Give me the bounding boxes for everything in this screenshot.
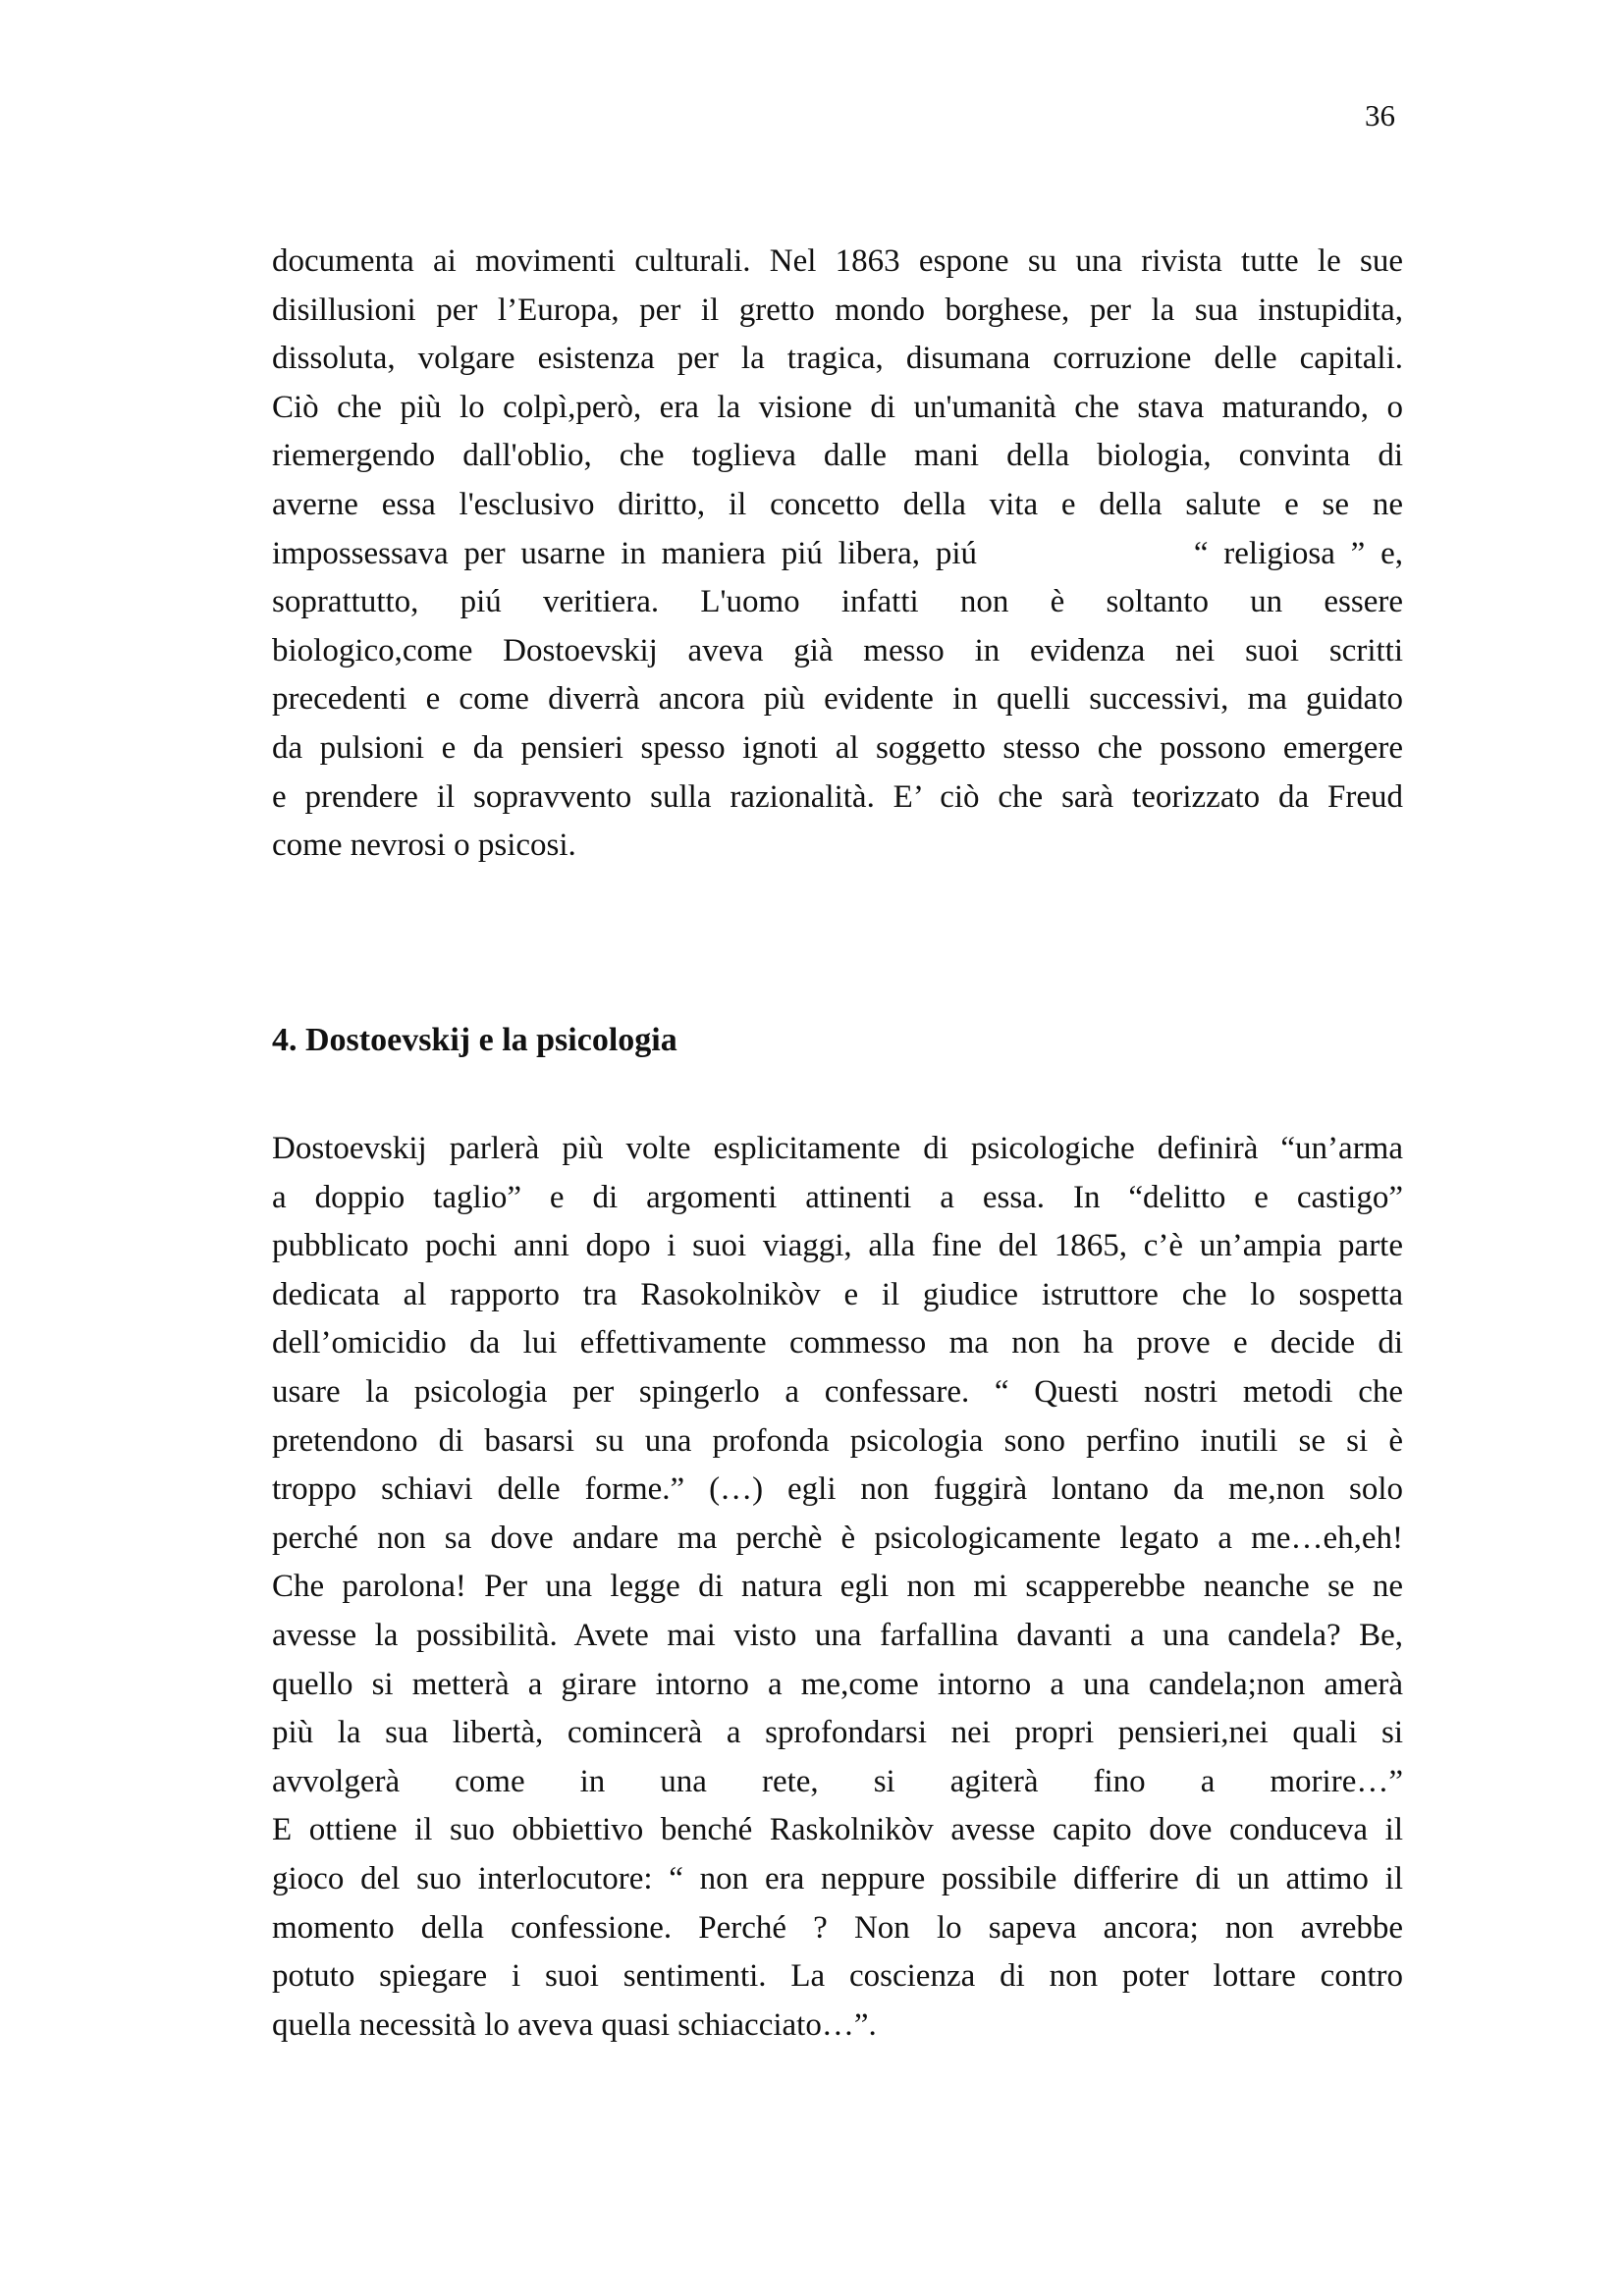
text-line: riemergendo dall'oblio, che toglieva dalle mani della biologia, convinta di xyxy=(272,438,1403,474)
section-heading: 4. Dostoevskij e la psicologia xyxy=(272,1022,677,1058)
text-line: perché non sa dove andare ma perchè è psicologicamente legato a me…eh,eh! xyxy=(272,1520,1403,1556)
text-line: E ottiene il suo obbiettivo benché Raskolnikòv avesse capito dove conduceva il xyxy=(272,1812,1403,1848)
text-line: documenta ai movimenti culturali. Nel 1863 espone su una rivista tutte le sue xyxy=(272,243,1403,279)
paragraph-psicologia xyxy=(272,1125,1403,2050)
text-line: momento della confessione. Perché ? Non lo sapeva ancora; non avrebbe xyxy=(272,1909,1403,1946)
text-line: dell’omicidio da lui effettivamente commesso ma non ha prove e decide di xyxy=(272,1325,1403,1362)
text-line: usare la psicologia per spingerlo a confessare. “ Questi nostri metodi che xyxy=(272,1373,1403,1410)
paragraph-culturali xyxy=(272,238,1403,871)
text-line: disillusioni per l’Europa, per il gretto mondo borghese, per la sua instupidita, xyxy=(272,292,1403,328)
text-line: impossessava per usarne in maniera piú libera, piú “ religiosa ” e, xyxy=(272,535,1403,571)
text-line: Ciò che più lo colpì,però, era la visione di un'umanità che stava maturando, o xyxy=(272,389,1403,425)
text-line: più la sua libertà, comincerà a sprofondarsi nei propri pensieri,nei quali si xyxy=(272,1715,1403,1751)
text-line: avesse la possibilità. Avete mai visto una farfallina davanti a una candela? Be, xyxy=(272,1617,1403,1653)
text-line: gioco del suo interlocutore: “ non era neppure possibile differire di un attimo il xyxy=(272,1860,1403,1896)
text-line: precedenti e come diverrà ancora più evidente in quelli successivi, ma guidato xyxy=(272,681,1403,718)
text-line: e prendere il sopravvento sulla razionalità. E’ ciò che sarà teorizzato da Freud xyxy=(272,778,1403,815)
text-line: quello si metterà a girare intorno a me,come intorno a una candela;non amerà xyxy=(272,1666,1403,1702)
text-line: pretendono di basarsi su una profonda psicologia sono perfino inutili se si è xyxy=(272,1422,1403,1459)
text-line: averne essa l'esclusivo diritto, il concetto della vita e della salute e se ne xyxy=(272,486,1403,522)
text-line: Che parolona! Per una legge di natura egli non mi scapperebbe neanche se ne xyxy=(272,1569,1403,1605)
text-line: pubblicato pochi anni dopo i suoi viaggi, alla fine del 1865, c’è un’ampia parte xyxy=(272,1228,1403,1264)
text-line: biologico,come Dostoevskij aveva già messo in evidenza nei suoi scritti xyxy=(272,632,1403,668)
text-line: da pulsioni e da pensieri spesso ignoti al soggetto stesso che possono emergere xyxy=(272,729,1403,766)
text-line: come nevrosi o psicosi. xyxy=(272,828,576,864)
text-line: quella necessità lo aveva quasi schiacciato…”. xyxy=(272,2006,877,2043)
text-line: troppo schiavi delle forme.” (…) egli non fuggirà lontano da me,non solo xyxy=(272,1471,1403,1508)
text-line: avvolgerà come in una rete, si agiterà fino a morire…” xyxy=(272,1763,1403,1799)
text-line: Dostoevskij parlerà più volte esplicitamente di psicologiche definirà “un’arma xyxy=(272,1131,1403,1166)
text-line: potuto spiegare i suoi sentimenti. La coscienza di non poter lottare contro xyxy=(272,1958,1403,1995)
text-line: soprattutto, piú veritiera. L'uomo infatti non è soltanto un essere xyxy=(272,584,1403,620)
text-line: dissoluta, volgare esistenza per la tragica, disumana corruzione delle capitali. xyxy=(272,341,1403,377)
page-number: 36 xyxy=(1365,98,1395,133)
text-line: a doppio taglio” e di argomenti attinenti a essa. In “delitto e castigo” xyxy=(272,1179,1403,1215)
text-line: dedicata al rapporto tra Rasokolnikòv e il giudice istruttore che lo sospetta xyxy=(272,1276,1403,1312)
